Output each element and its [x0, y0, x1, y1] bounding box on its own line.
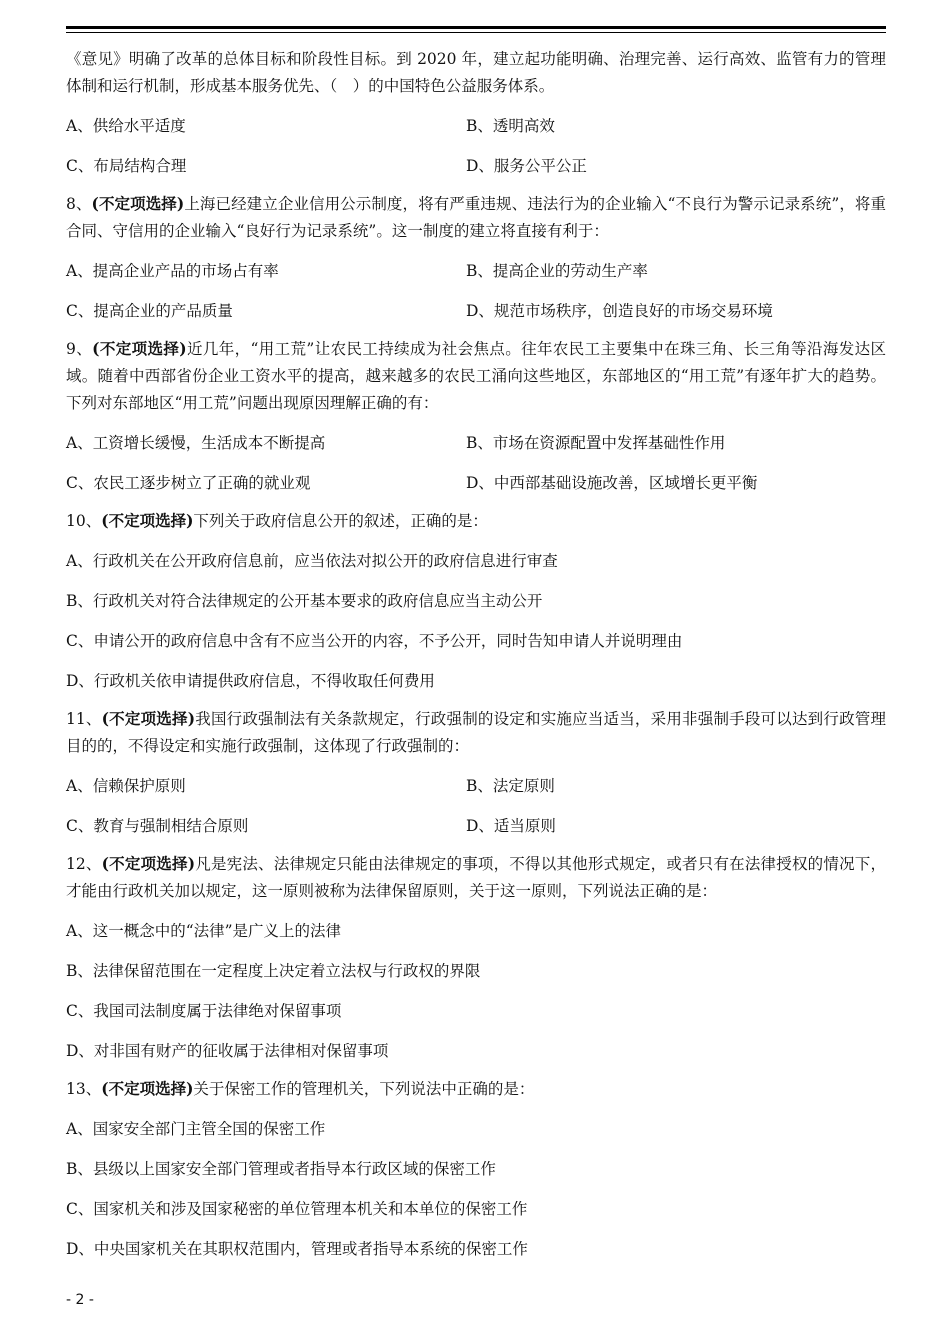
option-d: D、中西部基础设施改善，区域增长更平衡 [466, 474, 758, 492]
question-type-tag: (不定项选择) [92, 339, 187, 358]
question-text: 《意见》明确了改革的总体目标和阶段性目标。到 2020 年，建立起功能明确、治理完善、运行高效、监管有力的管理体制和运行机制，形成基本服务优先、（ ）的中国特色公益服务体系。 [66, 50, 886, 95]
question-text [66, 1075, 886, 1103]
question-text [66, 850, 886, 905]
question-text [66, 335, 886, 417]
option-b: B、县级以上国家安全部门管理或者指导本行政区域的保密工作 [66, 1160, 496, 1178]
question-body: 上海已经建立企业信用公示制度，将有严重违规、违法行为的企业输入“不良行为警示记录系统”，将重合同、守信用的企业输入“良好行为记录系统”。这一制度的建立将直接有利于： [66, 195, 886, 240]
question-number: 10、 [66, 512, 102, 530]
option-c: C、国家机关和涉及国家秘密的单位管理本机关和本单位的保密工作 [66, 1200, 528, 1218]
option-d: D、服务公平公正 [466, 157, 587, 175]
option-b: B、透明高效 [466, 117, 555, 135]
option-row [66, 113, 886, 140]
question-number: 12、 [66, 855, 102, 873]
option-c: C、我国司法制度属于法律绝对保留事项 [66, 1002, 342, 1020]
option-a: A、这一概念中的“法律”是广义上的法律 [66, 922, 342, 940]
question-number: 11、 [66, 710, 102, 728]
page-number: - 2 - [66, 1292, 94, 1308]
question-9 [66, 335, 886, 497]
question-text [66, 190, 886, 245]
header-rule-thin [66, 32, 886, 33]
option-a: A、行政机关在公开政府信息前，应当依法对拟公开的政府信息进行审查 [66, 552, 558, 570]
option-c: C、农民工逐步树立了正确的就业观 [66, 474, 311, 492]
option-d: D、对非国有财产的征收属于法律相对保留事项 [66, 1042, 389, 1060]
option-row [66, 813, 886, 840]
question-intro [66, 46, 886, 180]
option-a: A、国家安全部门主管全国的保密工作 [66, 1120, 326, 1138]
question-type-tag: (不定项选择) [91, 194, 185, 213]
option-c: C、教育与强制相结合原则 [66, 817, 249, 835]
document-body [66, 46, 886, 1263]
option-b: B、提高企业的劳动生产率 [466, 262, 648, 280]
option-d: D、中央国家机关在其职权范围内，管理或者指导本系统的保密工作 [66, 1240, 528, 1258]
option-row [66, 258, 886, 285]
option-row [66, 153, 886, 180]
option-row [66, 773, 886, 800]
option-row [66, 298, 886, 325]
option-c: C、申请公开的政府信息中含有不应当公开的内容，不予公开，同时告知申请人并说明理由 [66, 632, 683, 650]
option-c: C、提高企业的产品质量 [66, 302, 233, 320]
option-d: D、适当原则 [466, 817, 556, 835]
option-b: B、行政机关对符合法律规定的公开基本要求的政府信息应当主动公开 [66, 592, 543, 610]
question-8 [66, 190, 886, 325]
option-c: C、布局结构合理 [66, 157, 187, 175]
question-10 [66, 507, 886, 695]
question-body: 下列关于政府信息公开的叙述，正确的是： [193, 512, 488, 530]
question-type-tag: (不定项选择) [101, 709, 196, 728]
question-body: 关于保密工作的管理机关，下列说法中正确的是： [193, 1080, 535, 1098]
question-type-tag: (不定项选择) [101, 1079, 194, 1098]
question-type-tag: (不定项选择) [101, 854, 196, 873]
option-b: B、市场在资源配置中发挥基础性作用 [466, 434, 726, 452]
question-body: 凡是宪法、法律规定只能由法律规定的事项，不得以其他形式规定，或者只有在法律授权的情况下，才能由行政机关加以规定，这一原则被称为法律保留原则，关于这一原则，下列说法正确的是： [66, 855, 886, 900]
option-a: A、供给水平适度 [66, 117, 186, 135]
header-rule-thick [66, 26, 886, 29]
option-d: D、行政机关依申请提供政府信息，不得收取任何费用 [66, 672, 435, 690]
option-d: D、规范市场秩序，创造良好的市场交易环境 [466, 302, 773, 320]
question-type-tag: (不定项选择) [101, 511, 194, 530]
question-number: 8、 [66, 195, 92, 213]
option-b: B、法律保留范围在一定程度上决定着立法权与行政权的界限 [66, 962, 481, 980]
option-b: B、法定原则 [466, 777, 555, 795]
question-12 [66, 850, 886, 1065]
question-text [66, 507, 886, 535]
option-row [66, 470, 886, 497]
question-body: 近几年，“用工荒”让农民工持续成为社会焦点。往年农民工主要集中在珠三角、长三角等沿海发达区域。随着中西部省份企业工资水平的提高，越来越多的农民工涌向这些地区，东部地区的“用工荒”有逐年扩大的趋势。下列对东部地区“用工荒”问题出现原因理解正确的有： [66, 340, 886, 412]
question-number: 13、 [66, 1080, 102, 1098]
question-11 [66, 705, 886, 840]
question-13 [66, 1075, 886, 1263]
option-a: A、信赖保护原则 [66, 777, 186, 795]
question-number: 9、 [66, 340, 93, 358]
option-row [66, 430, 886, 457]
option-a: A、提高企业产品的市场占有率 [66, 262, 279, 280]
question-text [66, 705, 886, 760]
option-a: A、工资增长缓慢，生活成本不断提高 [66, 434, 326, 452]
question-body: 我国行政强制法有关条款规定，行政强制的设定和实施应当适当，采用非强制手段可以达到行政管理目的的，不得设定和实施行政强制，这体现了行政强制的： [66, 710, 886, 755]
